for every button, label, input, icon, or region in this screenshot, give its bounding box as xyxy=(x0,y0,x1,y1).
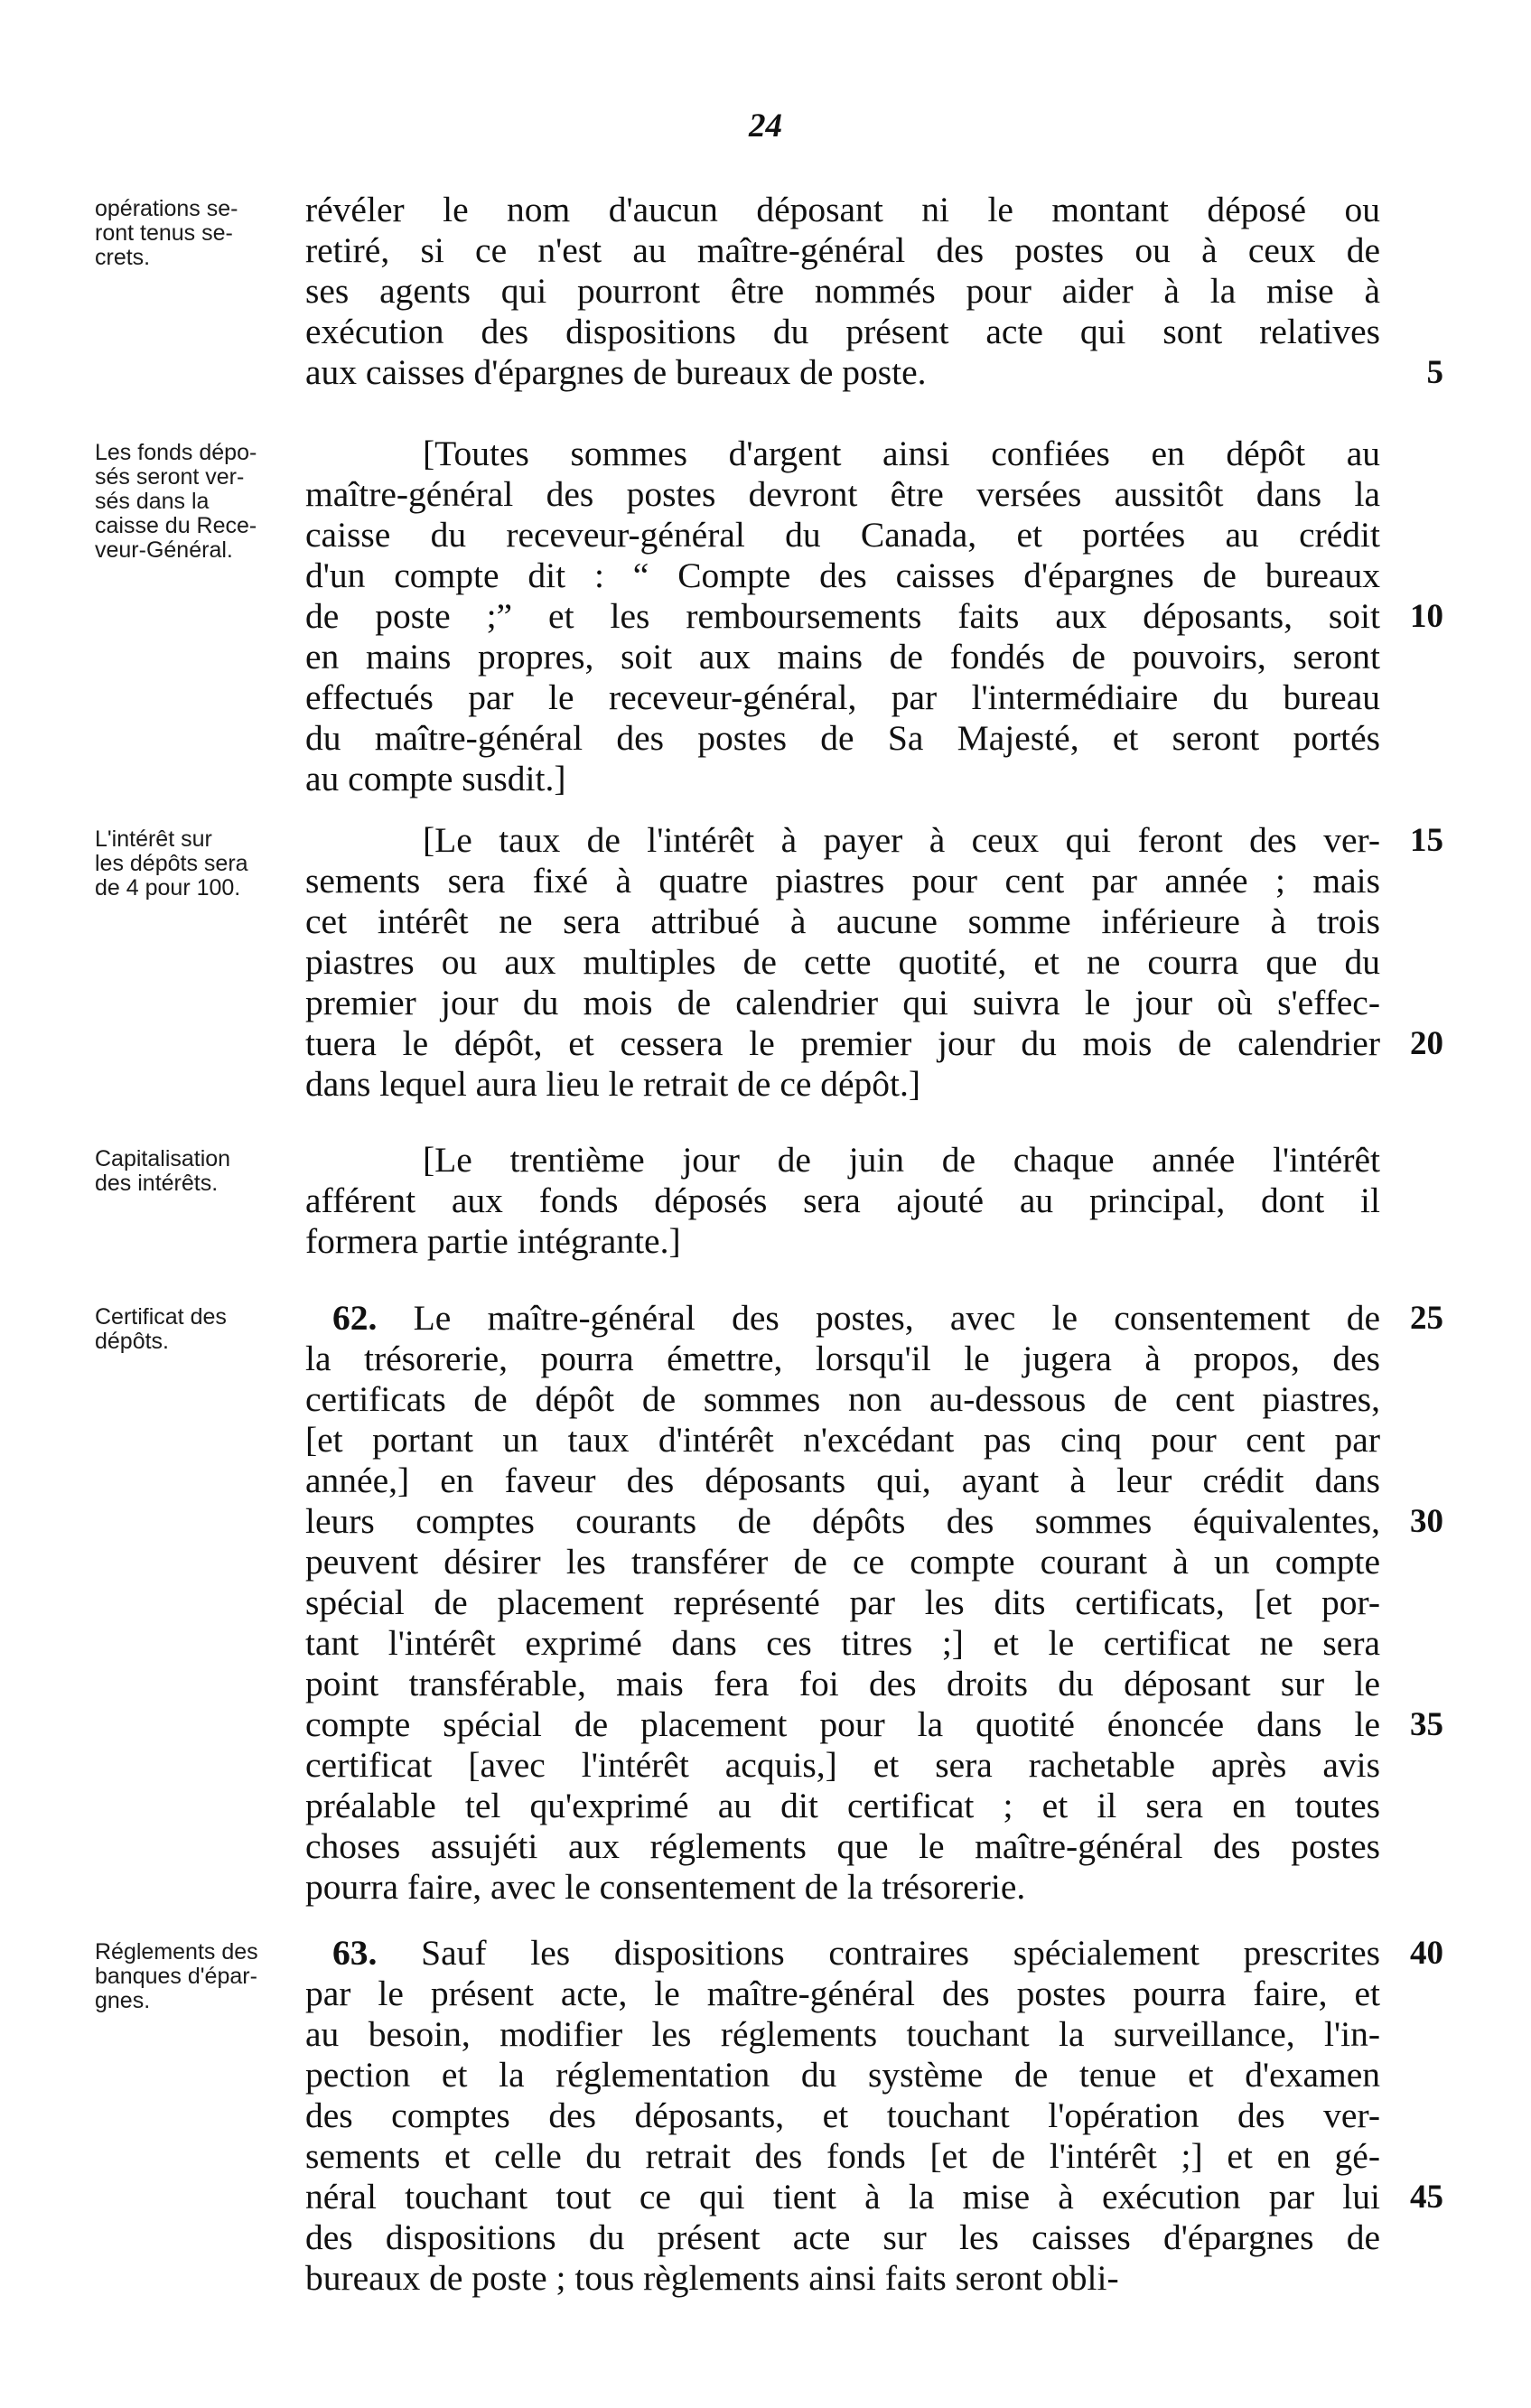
text-line: peuvent désirer les transférer de ce compte courant à un compte xyxy=(305,1542,1380,1582)
text-line: caisse du receveur-général du Canada, et portées au crédit xyxy=(305,515,1380,555)
text-line: au compte susdit.] xyxy=(305,759,566,798)
text-line: point transférable, mais fera foi des droits du déposant sur le xyxy=(305,1664,1380,1703)
text-line: révéler le nom d'aucun déposant ni le montant déposé ou xyxy=(305,190,1380,229)
line-number: 40 xyxy=(1410,1935,1443,1972)
margin-note-line: L'intérêt sur xyxy=(95,826,212,852)
text-line: [et portant un taux d'intérêt n'excédant pas cinq pour cent par xyxy=(305,1420,1380,1460)
margin-note-line: Les fonds dépo- xyxy=(95,440,257,465)
text-line: [Le taux de l'intérêt à payer à ceux qui feront des ver- xyxy=(423,820,1380,860)
text-line: du maître-général des postes de Sa Majesté, et seront portés xyxy=(305,718,1380,758)
text-line: retiré, si ce n'est au maître-général des postes ou à ceux de xyxy=(305,230,1380,270)
text-line: formera partie intégrante.] xyxy=(305,1221,681,1261)
text-line: néral touchant tout ce qui tient à la mise à exécution par lui xyxy=(305,2177,1380,2217)
paragraph xyxy=(305,1298,1380,1908)
margin-note-line: gnes. xyxy=(95,1988,151,2013)
text-line: exécution des dispositions du présent acte qui sont relatives xyxy=(305,312,1380,351)
paragraph xyxy=(305,190,1380,393)
margin-note-line: sés seront ver- xyxy=(95,464,245,490)
margin-note xyxy=(95,827,298,901)
text-line: la trésorerie, pourra émettre, lorsqu'il le jugera à propos, des xyxy=(305,1339,1380,1378)
text-line: 63. Sauf les dispositions contraires spécialement prescrites xyxy=(332,1933,1381,1973)
text-line: [Toutes sommes d'argent ainsi confiées en dépôt au xyxy=(423,434,1380,473)
margin-note-line: veur-Général. xyxy=(95,537,233,563)
line-number: 35 xyxy=(1410,1706,1443,1743)
text-line: sements et celle du retrait des fonds [et de l'intérêt ;] et en gé- xyxy=(305,2136,1380,2176)
text-line: [Le trentième jour de juin de chaque année l'intérêt xyxy=(423,1140,1380,1180)
margin-note-line: Réglements des xyxy=(95,1939,258,1965)
line-number: 5 xyxy=(1426,354,1443,391)
line-number: 30 xyxy=(1410,1503,1443,1540)
margin-note-line: banques d'épar- xyxy=(95,1964,257,1989)
text-line: des dispositions du présent acte sur les caisses d'épargnes de xyxy=(305,2217,1380,2257)
text-line: tuera le dépôt, et cessera le premier jour du mois de calendrier xyxy=(305,1023,1380,1063)
margin-note-line: opérations se- xyxy=(95,196,238,221)
line-number: 25 xyxy=(1410,1300,1443,1337)
text-line: bureaux de poste ; tous règlements ainsi faits seront obli- xyxy=(305,2258,1119,2298)
text-line: leurs comptes courants de dépôts des sommes équivalentes, xyxy=(305,1501,1380,1541)
text-line: certificats de dépôt de sommes non au-dessous de cent piastres, xyxy=(305,1379,1380,1419)
paragraph xyxy=(305,1140,1380,1262)
margin-note-line: des intérêts. xyxy=(95,1171,219,1196)
text-line: par le présent acte, le maître-général des postes pourra faire, et xyxy=(305,1974,1380,2013)
margin-note-line: caisse du Rece- xyxy=(95,513,257,538)
article-number: 62. xyxy=(332,1298,414,1338)
line-number: 10 xyxy=(1410,598,1443,635)
margin-note-line: de 4 pour 100. xyxy=(95,875,241,901)
text-line: en mains propres, soit aux mains de fondés de pouvoirs, seront xyxy=(305,637,1380,677)
margin-note-line: ront tenus se- xyxy=(95,220,233,246)
text-line: des comptes des déposants, et touchant l'opération des ver- xyxy=(305,2095,1380,2135)
margin-note-line: sés dans la xyxy=(95,489,210,514)
article-number: 63. xyxy=(332,1933,422,1973)
paragraph xyxy=(305,820,1380,1105)
paragraph xyxy=(305,1933,1380,2299)
text-line: piastres ou aux multiples de cette quotité, et ne courra que du xyxy=(305,942,1380,982)
margin-note-line: Certificat des xyxy=(95,1304,227,1330)
text-line: d'un compte dit : “ Compte des caisses d'épargnes de bureaux xyxy=(305,555,1380,595)
line-number: 20 xyxy=(1410,1025,1443,1062)
margin-note-line: les dépôts sera xyxy=(95,851,248,876)
text-line: cet intérêt ne sera attribué à aucune somme inférieure à trois xyxy=(305,901,1380,941)
text-line: spécial de placement représenté par les dits certificats, [et por- xyxy=(305,1582,1380,1622)
margin-note xyxy=(95,1147,298,1196)
line-number: 45 xyxy=(1410,2179,1443,2216)
text-line: afférent aux fonds déposés sera ajouté au principal, dont il xyxy=(305,1181,1380,1220)
text-line: choses assujéti aux réglements que le maître-général des postes xyxy=(305,1826,1380,1866)
margin-note xyxy=(95,441,298,563)
paragraph xyxy=(305,434,1380,799)
text-line: premier jour du mois de calendrier qui suivra le jour où s'effec- xyxy=(305,983,1380,1022)
text-line: année,] en faveur des déposants qui, ayant à leur crédit dans xyxy=(305,1461,1380,1500)
margin-note xyxy=(95,1305,298,1354)
text-line: préalable tel qu'exprimé au dit certificat ; et il sera en toutes xyxy=(305,1786,1380,1825)
margin-note xyxy=(95,197,298,270)
margin-note xyxy=(95,1940,298,2013)
text-line: certificat [avec l'intérêt acquis,] et sera rachetable après avis xyxy=(305,1745,1380,1785)
text-line: ses agents qui pourront être nommés pour aider à la mise à xyxy=(305,271,1380,311)
text-line: compte spécial de placement pour la quotité énoncée dans le xyxy=(305,1704,1380,1744)
text-line: dans lequel aura lieu le retrait de ce dépôt.] xyxy=(305,1064,921,1104)
text-line: 62. Le maître-général des postes, avec le consentement de xyxy=(332,1298,1381,1338)
line-number: 15 xyxy=(1410,822,1443,859)
text-line: sements sera fixé à quatre piastres pour cent par année ; mais xyxy=(305,861,1380,901)
margin-note-line: Capitalisation xyxy=(95,1146,231,1171)
text-line: pection et la réglementation du système de tenue et d'examen xyxy=(305,2055,1380,2095)
margin-note-line: dépôts. xyxy=(95,1329,170,1354)
text-line: au besoin, modifier les réglements touchant la surveillance, l'in- xyxy=(305,2014,1380,2054)
text-line: aux caisses d'épargnes de bureaux de poste. xyxy=(305,352,927,392)
text-line: de poste ;” et les remboursements faits aux déposants, soit xyxy=(305,596,1380,636)
text-line: tant l'intérêt exprimé dans ces titres ;] et le certificat ne sera xyxy=(305,1623,1380,1663)
text-line: maître-général des postes devront être versées aussitôt dans la xyxy=(305,474,1380,514)
text-line: pourra faire, avec le consentement de la trésorerie. xyxy=(305,1867,1026,1907)
margin-note-line: crets. xyxy=(95,245,151,270)
page-number: 24 xyxy=(749,107,782,145)
text-line: effectués par le receveur-général, par l'intermédiaire du bureau xyxy=(305,677,1380,717)
